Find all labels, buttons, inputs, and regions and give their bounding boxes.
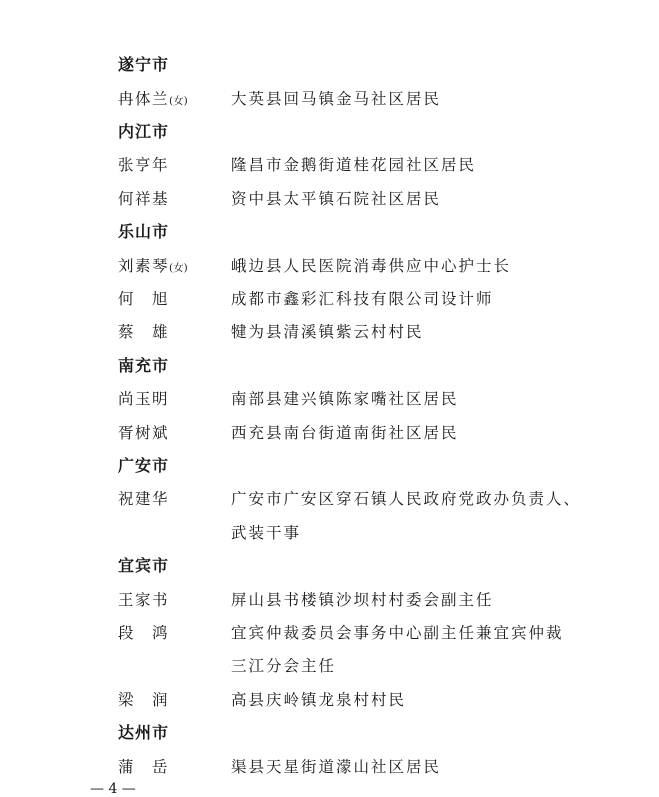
person-name: 张亨年 [118, 156, 170, 174]
city-heading: 达州市 [118, 723, 170, 742]
person-name: 尚玉明 [118, 390, 170, 408]
person-description: 犍为县清溪镇紫云村村民 [231, 323, 424, 341]
city-heading: 内江市 [118, 122, 170, 141]
person-name: 何祥基 [118, 190, 170, 208]
person-name: 胥树斌 [118, 424, 170, 442]
person-name: 祝建华 [118, 490, 170, 508]
person-description: 资中县太平镇石院社区居民 [231, 190, 442, 208]
person-name: 蔡 雄 [118, 323, 170, 341]
person-name-text: 刘素琴 [118, 257, 170, 275]
person-name-text: 冉体兰 [118, 90, 170, 108]
person-description: 宜宾仲裁委员会事务中心副主任兼宜宾仲裁 [231, 624, 564, 642]
person-name [118, 89, 188, 111]
person-name: 蒲 岳 [118, 758, 170, 776]
city-heading: 广安市 [118, 456, 170, 475]
person-name: 梁 润 [118, 691, 170, 709]
person-description: 西充县南台街道南街社区居民 [231, 424, 459, 442]
person-description-continued: 三江分会主任 [231, 657, 337, 675]
person-description: 屏山县书楼镇沙坝村村委会副主任 [231, 591, 494, 609]
person-description: 隆昌市金鹅街道桂花园社区居民 [231, 156, 477, 174]
person-name: 王家书 [118, 591, 170, 609]
city-heading: 乐山市 [118, 222, 170, 241]
person-description: 峨边县人民医院消毒供应中心护士长 [231, 257, 512, 275]
person-description: 南部县建兴镇陈家嘴社区居民 [231, 390, 459, 408]
person-description: 高县庆岭镇龙泉村村民 [231, 691, 407, 709]
person-description: 大英县回马镇金马社区居民 [231, 90, 442, 108]
person-name [118, 256, 188, 278]
person-description-continued: 武装干事 [231, 524, 302, 542]
city-heading: 遂宁市 [118, 55, 170, 74]
city-heading: 宜宾市 [118, 556, 170, 575]
person-name: 段 鸿 [118, 624, 170, 642]
person-name: 何 旭 [118, 290, 170, 308]
person-description: 广安市广安区穿石镇人民政府党政办负责人、 [231, 490, 582, 508]
city-heading: 南充市 [118, 356, 170, 375]
gender-tag: (女) [169, 95, 188, 107]
page-number: — 4 — [90, 781, 136, 797]
gender-tag: (女) [169, 262, 188, 274]
person-description: 成都市鑫彩汇科技有限公司设计师 [231, 290, 494, 308]
person-description: 渠县天星街道濛山社区居民 [231, 758, 442, 776]
